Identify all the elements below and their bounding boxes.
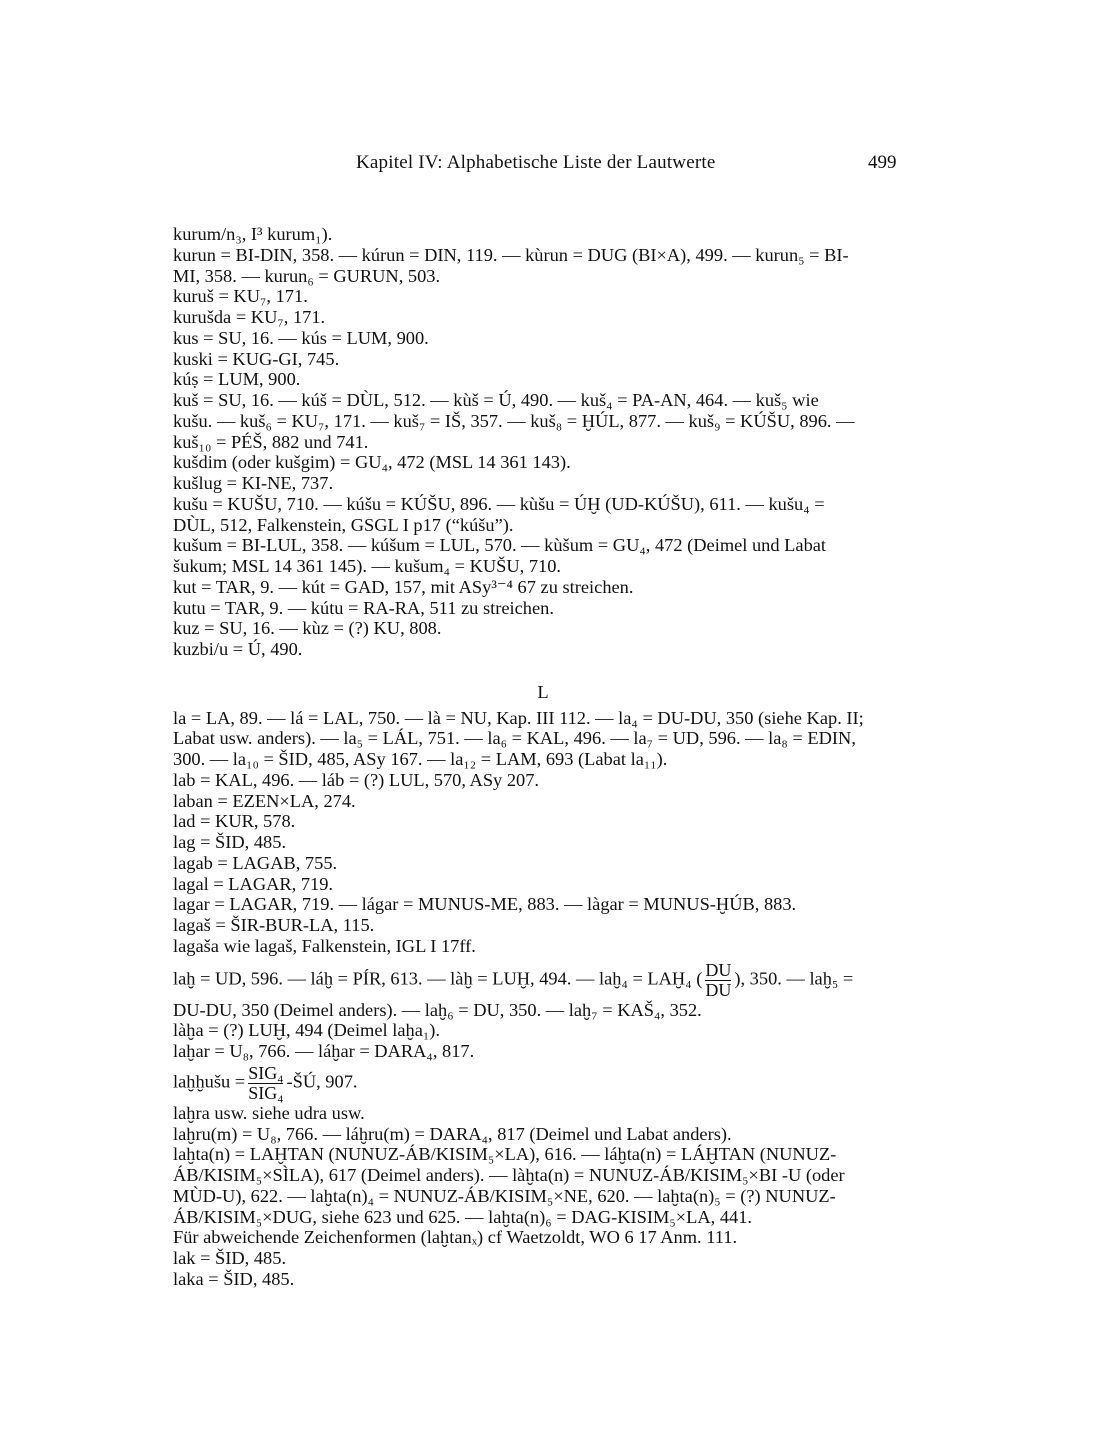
- fraction-denominator: SIG₄: [248, 1082, 284, 1103]
- entry-line: kutu = TAR, 9. — kútu = RA-RA, 511 zu streichen.: [173, 597, 554, 618]
- entries-k: [173, 224, 913, 660]
- entry-line: lak = ŠID, 485.: [173, 1248, 287, 1268]
- entry-line: kušu = KUŠU, 710. — kúšu = KÚŠU, 896. — kùšu = ÚḪ (UD-KÚŠU), 611. — kušu₄ =: [173, 493, 825, 514]
- lahhusu-text-before: laḫḫušu =: [173, 1071, 246, 1092]
- entry-line: šukum; MSL 14 361 145). — kušum₄ = KUŠU, 710.: [173, 556, 562, 576]
- entry-line: 300. — la₁₀ = ŠID, 485, ASy 167. — la₁₂ = LAM, 693 (Labat la₁₁).: [173, 749, 668, 769]
- entry-line: kuruš = KU₇, 171.: [173, 286, 308, 307]
- section-heading-l: L: [537, 681, 549, 702]
- entry-line: lagaša wie lagaš, Falkenstein, IGL I 17ff.: [173, 935, 476, 956]
- entry-line: kurušda = KU₇, 171.: [173, 307, 326, 327]
- entries-l-part1: [173, 708, 913, 957]
- entry-line: kuzbi/u = Ú, 490.: [173, 639, 303, 659]
- entry-line: kušdim (oder kušgim) = GU₄, 472 (MSL 14 361 143).: [173, 452, 571, 473]
- entries-l-part3: [173, 1103, 913, 1290]
- entry-line: ÁB/KISIM₅×SÌLA), 617 (Deimel anders). — làḫta(n) = NUNUZ-ÁB/KISIM₅×BI -U (oder: [173, 1165, 845, 1185]
- fraction-numerator: SIG₄: [248, 1062, 284, 1083]
- entry-line: lagab = LAGAB, 755.: [173, 852, 338, 873]
- entry-line: ÁB/KISIM₅×DUG, siehe 623 und 625. — laḫta(n)₆ = DAG-KISIM₅×LA, 441.: [173, 1206, 753, 1227]
- entry-line: la = LA, 89. — lá = LAL, 750. — là = NU, Kap. III 112. — la₄ = DU-DU, 350 (siehe Kap. II;: [173, 707, 864, 728]
- entry-line: kušu. — kuš₆ = KU₇, 171. — kuš₇ = IŠ, 357. — kuš₈ = ḪÚL, 877. — kuš₉ = KÚŠU, 896. —: [173, 410, 855, 431]
- fraction-sig4-sig4: [248, 1064, 283, 1103]
- running-head: Kapitel IV: Alphabetische Liste der Lautwerte: [356, 152, 716, 173]
- entry-line: kurum/n₃, I³ kurum₁).: [173, 224, 333, 244]
- entry-line: DÙL, 512, Falkenstein, GSGL I p17 (“kúšu”).: [173, 514, 514, 535]
- entry-line: kuš = SU, 16. — kúš = DÙL, 512. — kùš = Ú, 490. — kuš₄ = PA-AN, 464. — kuš₅ wie: [173, 390, 819, 410]
- lahhusu-text-after: -ŠÚ, 907.: [286, 1071, 358, 1092]
- entry-line: laka = ŠID, 485.: [173, 1268, 295, 1289]
- entry-line: kurun = BI-DIN, 358. — kúrun = DIN, 119. — kùrun = DUG (BI×A), 499. — kurun₅ = BI-: [173, 244, 849, 265]
- entry-line: kušlug = KI-NE, 737.: [173, 473, 334, 493]
- entry-line: laḫar = U₈, 766. — láḫar = DARA₄, 817.: [173, 1041, 475, 1061]
- lah-text-before: laḫ = UD, 596. — láḫ = PÍR, 613. — làḫ = LUḪ, 494. — laḫ₄ = LAḪ₄ (: [173, 968, 703, 989]
- entry-line: lab = KAL, 496. — láb = (?) LUL, 570, ASy 207.: [173, 769, 540, 790]
- entry-line: laban = EZEN×LA, 274.: [173, 790, 356, 811]
- entry-line: lagaš = ŠIR-BUR-LA, 115.: [173, 915, 375, 935]
- entry-line: Labat usw. anders). — la₅ = LÁL, 751. — la₆ = KAL, 496. — la₇ = UD, 596. — la₈ = EDIN,: [173, 728, 856, 749]
- entry-line: Für abweichende Zeichenformen (laḫtanₓ) cf Waetzoldt, WO 6 17 Anm. 111.: [173, 1227, 738, 1248]
- entry-line: laḫru(m) = U₈, 766. — láḫru(m) = DARA₄, 817 (Deimel und Labat anders).: [173, 1123, 732, 1144]
- entry-lah: [173, 961, 913, 1000]
- entry-line: laḫra usw. siehe udra usw.: [173, 1102, 365, 1123]
- entry-line: DU-DU, 350 (Deimel anders). — laḫ₆ = DU, 350. — laḫ₇ = KAŠ₄, 352.: [173, 999, 702, 1020]
- entry-line: kušum = BI-LUL, 358. — kúšum = LUL, 570. — kùšum = GU₄, 472 (Deimel und Labat: [173, 535, 827, 556]
- entry-line: lagar = LAGAR, 719. — lágar = MUNUS-ME, 883. — làgar = MUNUS-ḪÚB, 883.: [173, 894, 797, 915]
- entry-line: kut = TAR, 9. — kút = GAD, 157, mit ASy³⁻⁴ 67 zu streichen.: [173, 576, 634, 597]
- fraction-du-du: [705, 961, 731, 1000]
- entry-line: làḫa = (?) LUḪ, 494 (Deimel laḫa₁).: [173, 1020, 440, 1041]
- entries-l-part2: [173, 1000, 913, 1062]
- entry-line: kuš₁₀ = PÉŠ, 882 und 741.: [173, 431, 369, 452]
- entry-line: laḫta(n) = LAḪTAN (NUNUZ-ÁB/KISIM₅×LA), 616. — láḫta(n) = LÁḪTAN (NUNUZ-: [173, 1144, 837, 1165]
- entry-line: lagal = LAGAR, 719.: [173, 873, 334, 894]
- lah-text-after: ), 350. — laḫ₅ =: [734, 968, 854, 989]
- fraction-denominator: DU: [705, 979, 732, 1000]
- entry-line: lad = KUR, 578.: [173, 811, 296, 832]
- entry-line: MI, 358. — kurun₆ = GURUN, 503.: [173, 265, 441, 286]
- entry-line: kuz = SU, 16. — kùz = (?) KU, 808.: [173, 618, 442, 639]
- entry-line: lag = ŠID, 485.: [173, 832, 287, 852]
- body-text: [173, 224, 913, 1290]
- entry-lahhusu: [173, 1064, 913, 1103]
- fraction-numerator: DU: [705, 959, 732, 980]
- entry-line: MÙD-U), 622. — laḫta(n)₄ = NUNUZ-ÁB/KISIM₅×NE, 620. — laḫta(n)₅ = (?) NUNUZ-: [173, 1185, 836, 1206]
- entry-line: kuski = KUG-GI, 745.: [173, 348, 340, 369]
- entry-line: kus = SU, 16. — kús = LUM, 900.: [173, 327, 429, 348]
- page-number: 499: [868, 152, 897, 173]
- entry-line: kúṣ = LUM, 900.: [173, 369, 301, 390]
